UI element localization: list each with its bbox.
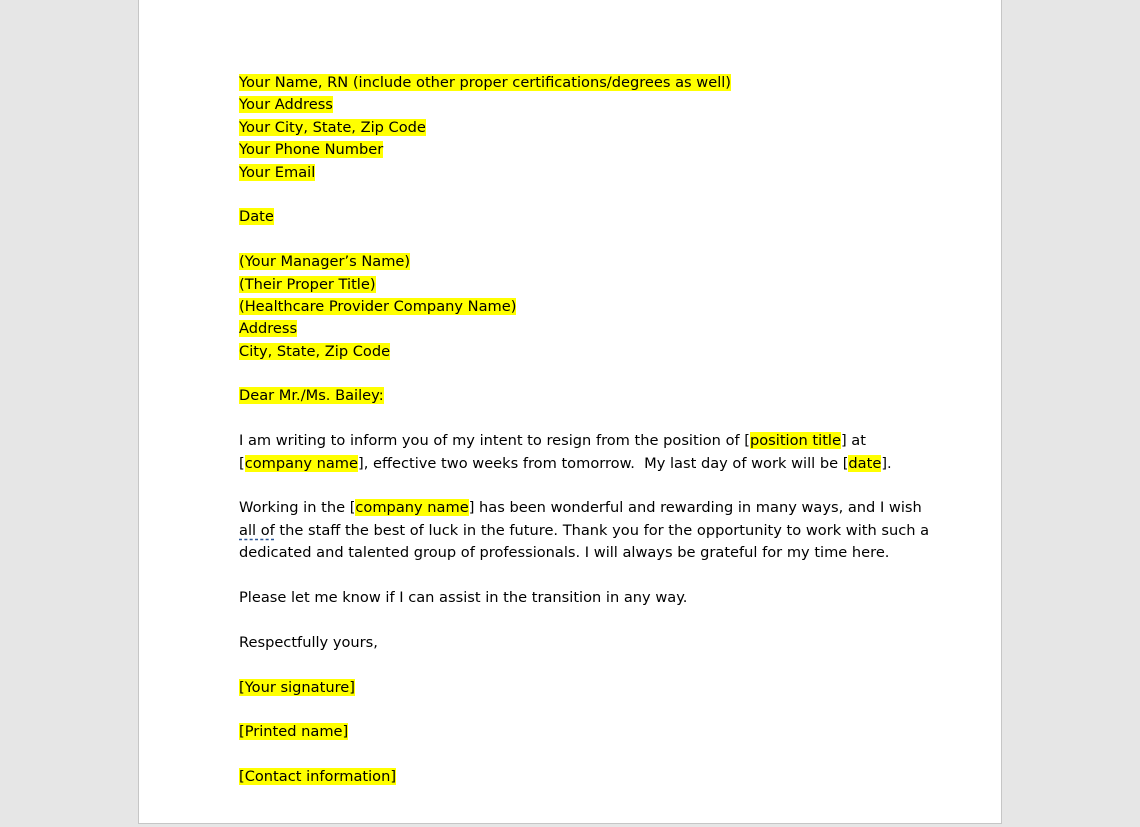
closing-line (239, 632, 919, 654)
sender-city-line (239, 117, 919, 139)
recipient-address-line (239, 318, 919, 340)
salutation-line (239, 385, 919, 407)
printed-name-line (239, 721, 919, 743)
paragraph-1-text: ]. (881, 454, 892, 472)
salutation: Dear Mr./Ms. Bailey: (239, 387, 384, 405)
recipient-title: (Their Proper Title) (239, 275, 376, 293)
spacer (239, 475, 919, 497)
recipient-city-state-zip: City, State, Zip Code (239, 342, 391, 360)
paragraph-3-text: Please let me know if I can assist in the transition in any way. (239, 588, 688, 606)
letter-body (239, 72, 930, 789)
company-name-placeholder: company name (244, 454, 358, 472)
sender-address: Your Address (239, 96, 333, 114)
sender-email-line (239, 162, 919, 184)
recipient-city-line (239, 341, 919, 363)
spacer (239, 184, 919, 206)
spacer (239, 565, 919, 587)
paragraph-2-line-3 (239, 542, 919, 564)
sender-name-line (239, 72, 919, 94)
position-title-placeholder: position title (749, 432, 841, 450)
paragraph-1-text: ], effective two weeks from tomorrow. My last day of work will be [ (358, 454, 849, 472)
sender-phone: Your Phone Number (239, 141, 384, 159)
sender-phone-line (239, 139, 919, 161)
paragraph-2-line-2 (239, 520, 930, 542)
grammar-flagged-text[interactable]: all of (239, 521, 275, 539)
paragraph-3-line (239, 587, 919, 609)
printed-name-placeholder: [Printed name] (239, 723, 349, 741)
signature-placeholder: [Your signature] (239, 678, 355, 696)
spacer (239, 609, 919, 631)
paragraph-2-text: the staff the best of luck in the future. Thank you for the opportunity to work with such a (274, 521, 930, 539)
spacer (239, 699, 919, 721)
contact-info-line (239, 766, 919, 788)
company-name-placeholder: company name (355, 499, 469, 517)
letter-date: Date (239, 208, 274, 226)
closing: Respectfully yours, (239, 633, 378, 651)
spacer (239, 363, 919, 385)
sender-email: Your Email (239, 163, 316, 181)
paragraph-2-line-1 (239, 497, 922, 519)
recipient-manager-line (239, 251, 919, 273)
paragraph-1-text: ] at (840, 432, 866, 450)
document-page[interactable] (138, 0, 1002, 824)
date-placeholder: date (848, 454, 882, 472)
paragraph-2-text: Working in the [ (239, 499, 356, 517)
paragraph-2-text: ] has been wonderful and rewarding in many ways, and I wish (468, 499, 922, 517)
paragraph-1-text: I am writing to inform you of my intent to resign from the position of [ (239, 432, 750, 450)
contact-info-placeholder: [Contact information] (239, 768, 397, 786)
sender-city-state-zip: Your City, State, Zip Code (239, 118, 426, 136)
recipient-manager-name: (Your Manager’s Name) (239, 253, 411, 271)
spacer (239, 408, 919, 430)
recipient-company: (Healthcare Provider Company Name) (239, 297, 517, 315)
recipient-company-line (239, 296, 919, 318)
recipient-address: Address (239, 320, 298, 338)
sender-name: Your Name, RN (include other proper certifications/degrees as well) (239, 74, 731, 91)
spacer (239, 229, 919, 251)
sender-address-line (239, 94, 919, 116)
recipient-title-line (239, 274, 919, 296)
date-line (239, 206, 919, 228)
spacer (239, 654, 919, 676)
paragraph-1-line-1 (239, 430, 919, 452)
spacer (239, 744, 919, 766)
signature-line (239, 677, 919, 699)
paragraph-1-text: [ (239, 454, 245, 472)
paragraph-2-text: dedicated and talented group of professionals. I will always be grateful for my time here. (239, 544, 890, 562)
paragraph-1-line-2 (239, 453, 919, 475)
